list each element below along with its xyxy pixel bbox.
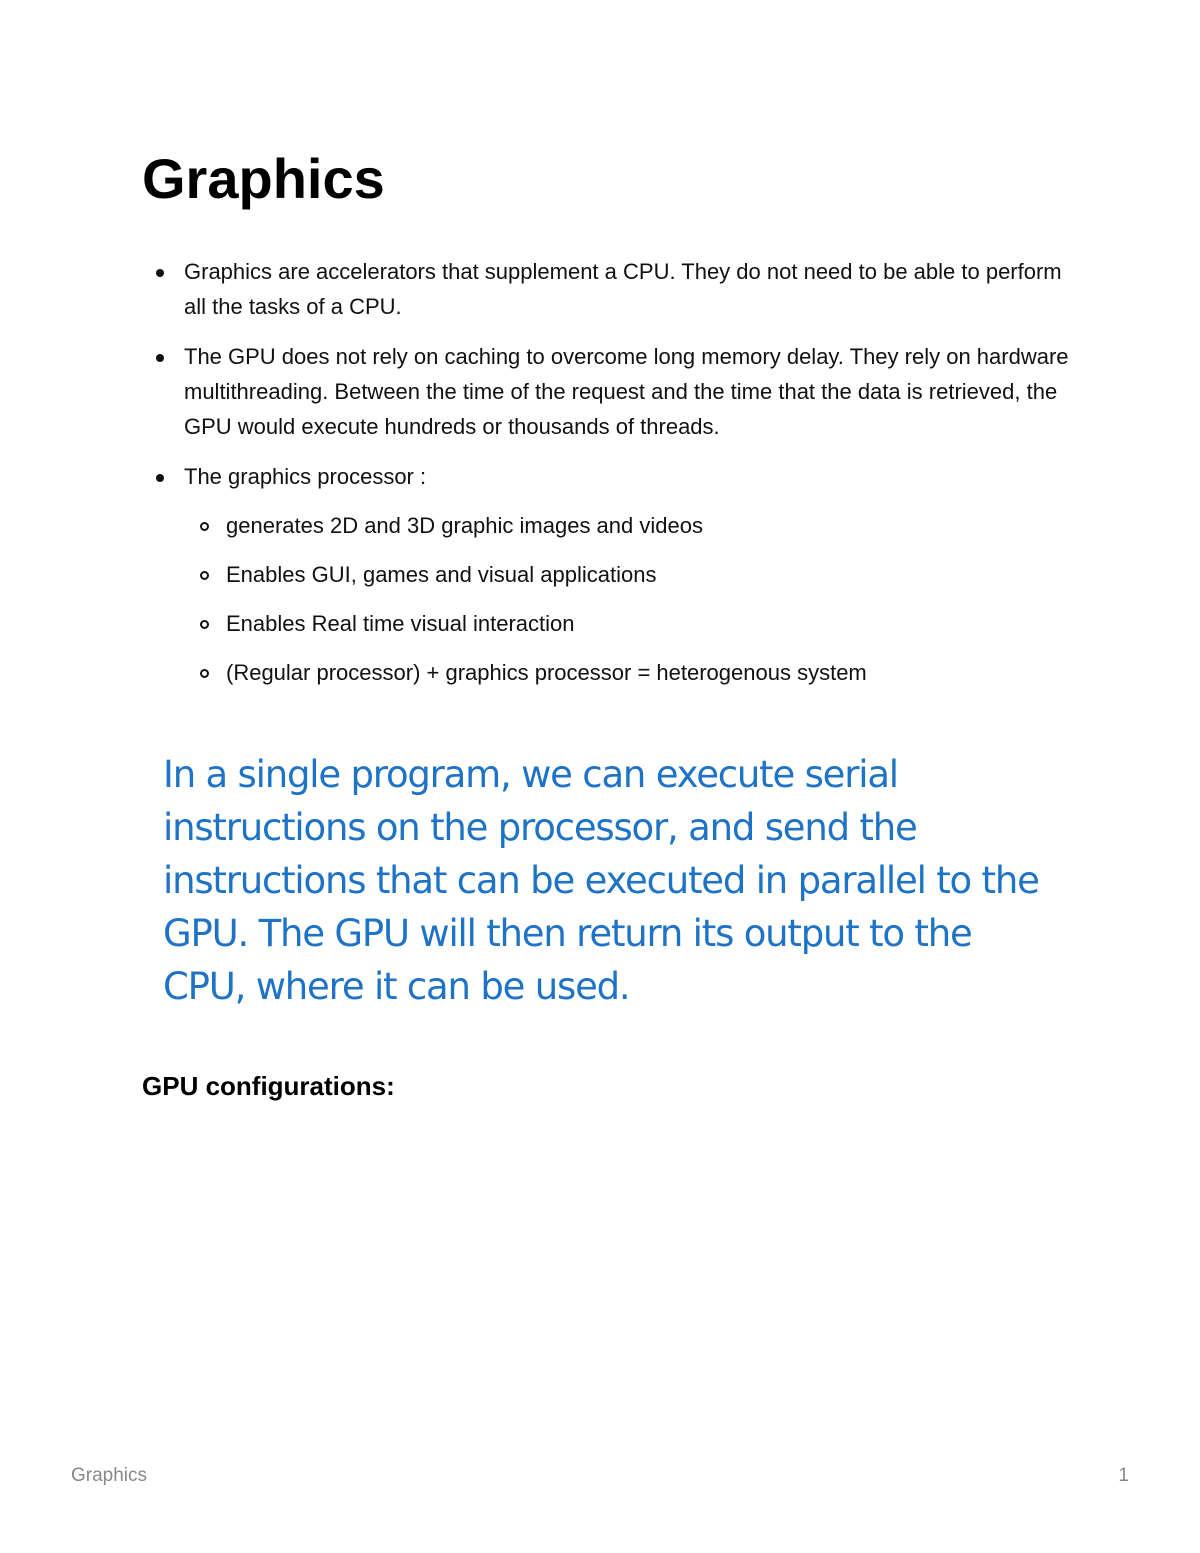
- sub-list-item-text: Enables GUI, games and visual applications: [226, 562, 657, 587]
- section-heading: GPU configurations:: [142, 1071, 395, 1101]
- embedded-image-text: In a single program, we can execute serial instructions on the processor, and send the instructions that can be executed in parallel to the GPU. The GPU will then return its output to the CPU, where it can be used.: [163, 753, 1039, 1008]
- sub-bullet-list: [184, 508, 1082, 690]
- footer-title: Graphics: [71, 1465, 148, 1486]
- page-number: 1: [1118, 1465, 1129, 1486]
- list-item-text: The GPU does not rely on caching to overcome long memory delay. They rely on hardware multithreading. Between the time of the request and the time that the data is retrieved, the GPU would execute hundreds or thousands of threads.: [184, 344, 1069, 439]
- sub-list-item-text: Enables Real time visual interaction: [226, 611, 575, 636]
- bullet-icon: [156, 354, 164, 362]
- sub-list-item: [184, 655, 1082, 690]
- bullet-icon: [156, 269, 164, 277]
- sub-list-item-text: (Regular processor) + graphics processor = heterogenous system: [226, 660, 867, 685]
- list-item: [142, 459, 1082, 690]
- sub-list-item: [184, 557, 1082, 592]
- hollow-bullet-icon: [200, 522, 209, 531]
- bullet-list: [142, 254, 1082, 705]
- sub-list-item: [184, 508, 1082, 543]
- hollow-bullet-icon: [200, 571, 209, 580]
- list-item: [142, 339, 1082, 444]
- bullet-icon: [156, 474, 164, 482]
- list-item-text: The graphics processor :: [184, 464, 427, 489]
- sub-list-item: [184, 606, 1082, 641]
- page-title: Graphics: [142, 147, 385, 210]
- list-item-text: Graphics are accelerators that supplement a CPU. They do not need to be able to perform all the tasks of a CPU.: [184, 259, 1062, 319]
- sub-list-item-text: generates 2D and 3D graphic images and videos: [226, 513, 703, 538]
- list-item: [142, 254, 1082, 324]
- hollow-bullet-icon: [200, 669, 209, 678]
- hollow-bullet-icon: [200, 620, 209, 629]
